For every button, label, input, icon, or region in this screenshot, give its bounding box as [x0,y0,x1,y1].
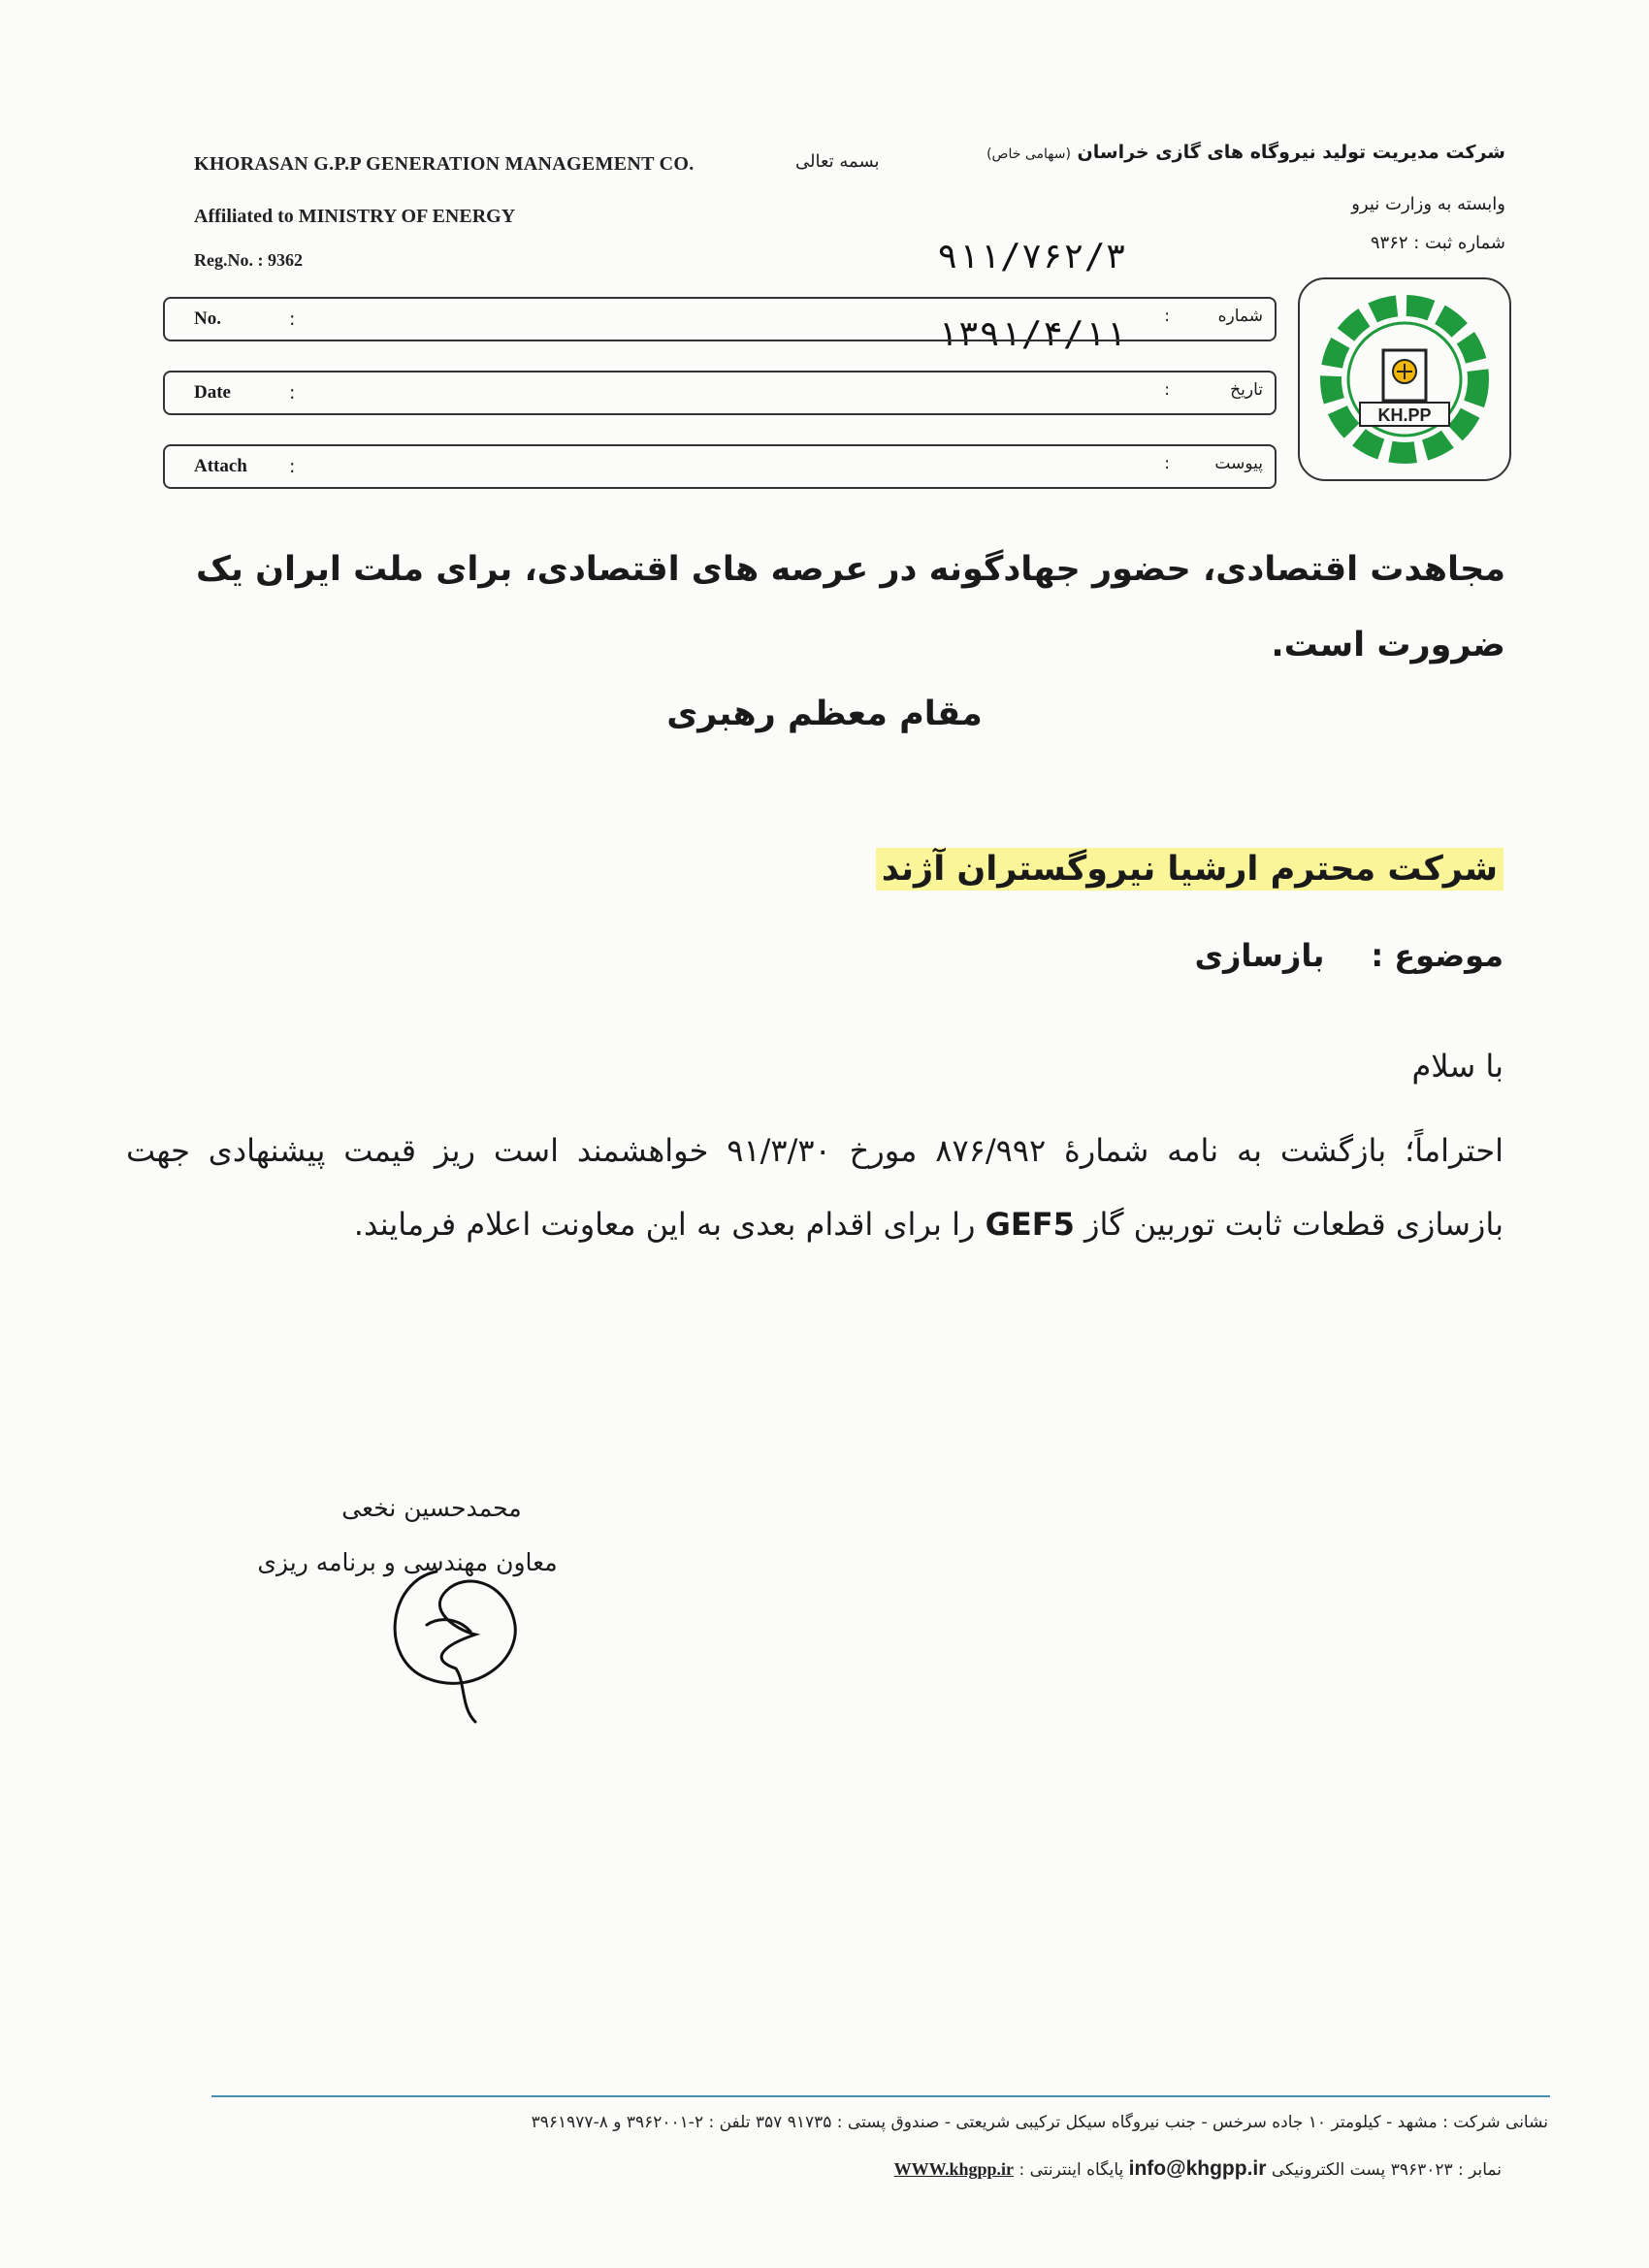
khpp-logo-icon [1300,279,1509,479]
letter-number-handwritten: ۹۱۱/۷۶۲/۳ [937,237,1127,276]
attach-label-en: Attach [194,456,247,476]
company-type-fa: (سهامی خاص) [986,146,1071,162]
colon: : [289,308,296,330]
colon: : [289,382,296,404]
letter-body [126,1114,1504,1261]
footer-email: info@khgpp.ir [1128,2157,1267,2180]
company-logo [1298,277,1511,481]
greeting: با سلام [1411,1048,1504,1085]
signer-title: معاون مهندسی و برنامه ریزی [257,1548,558,1576]
signer-name: محمدحسین نخعی [341,1494,522,1522]
footer-email-label: پست الکترونیکی [1271,2160,1386,2180]
body-text-part1: احتراماً؛ بازگشت به نامه شمارهٔ ۸۷۶/۹۹۲ مورخ ۹۱/۳/۳۰ خواهشمند است ریز قیمت پیشنهادی جهت بازسازی قطعات ثابت توربین گاز [126,1132,1504,1243]
date-label-en: Date [194,382,231,403]
footer-address: نشانی شرکت : مشهد - کیلومتر ۱۰ جاده سرخس - جنب نیروگاه سیکل ترکیبی شریعتی - صندوق پستی : ۹۱۷۳۵ ۳۵۷ تلفن : ۲-۳۹۶۲۰۰۱ و ۸-۳۹۶۱۹۷۷ [531,2113,1548,2132]
footer-contact [894,2157,1502,2181]
colon: : [1164,307,1170,326]
body-highlight: GEF5 [985,1206,1075,1243]
attach-label-fa: پیوست [1214,454,1263,473]
subject-label: موضوع : [1371,937,1504,974]
logo-text: KH.PP [1377,405,1432,425]
number-label-fa: شماره [1217,307,1263,326]
subject-value: بازسازی [1194,937,1325,974]
attachment-field-box [163,444,1277,489]
registration-number-en: Reg.No. : 9362 [194,250,303,270]
bismillah-text: بسمه تعالی [795,151,880,172]
date-label-fa: تاریخ [1230,380,1263,400]
affiliation-en: Affiliated to MINISTRY OF ENERGY [194,206,516,227]
company-name-fa [986,142,1505,163]
footer-web-label: پایگاه اینترنتی : [1018,2160,1124,2180]
footer-website: WWW.khgpp.ir [893,2159,1015,2179]
colon: : [289,456,296,477]
company-name-fa-text: شرکت مدیریت تولید نیروگاه های گازی خراسان [1077,142,1505,163]
letter-date-handwritten: ۱۳۹۱/۴/۱۱ [937,314,1127,354]
handwritten-signature [369,1552,553,1727]
affiliation-fa: وابسته به وزارت نیرو [1351,194,1505,214]
colon: : [1164,454,1170,473]
registration-number-fa: شماره ثبت : ۹۳۶۲ [1370,233,1505,253]
footer-fax: نمابر : ۳۹۶۳۰۲۳ [1390,2160,1502,2180]
slogan-text: مجاهدت اقتصادی، حضور جهادگونه در عرصه های اقتصادی، برای ملت ایران یک ضرورت است. [195,550,1505,664]
colon: : [1164,380,1170,400]
footer-divider [211,2095,1550,2097]
slogan-author: مقام معظم رهبری [666,695,983,733]
recipient [876,850,1504,889]
company-name-en: KHORASAN G.P.P GENERATION MANAGEMENT CO. [194,153,695,175]
number-field-box [163,297,1277,341]
date-field-box [163,371,1277,415]
subject-line [1195,937,1504,974]
body-text-part2: را برای اقدام بعدی به این معاونت اعلام فرمایند. [353,1206,986,1243]
recipient-text: شرکت محترم ارشیا نیروگستران آژند [876,848,1504,891]
number-label-en: No. [194,308,221,329]
